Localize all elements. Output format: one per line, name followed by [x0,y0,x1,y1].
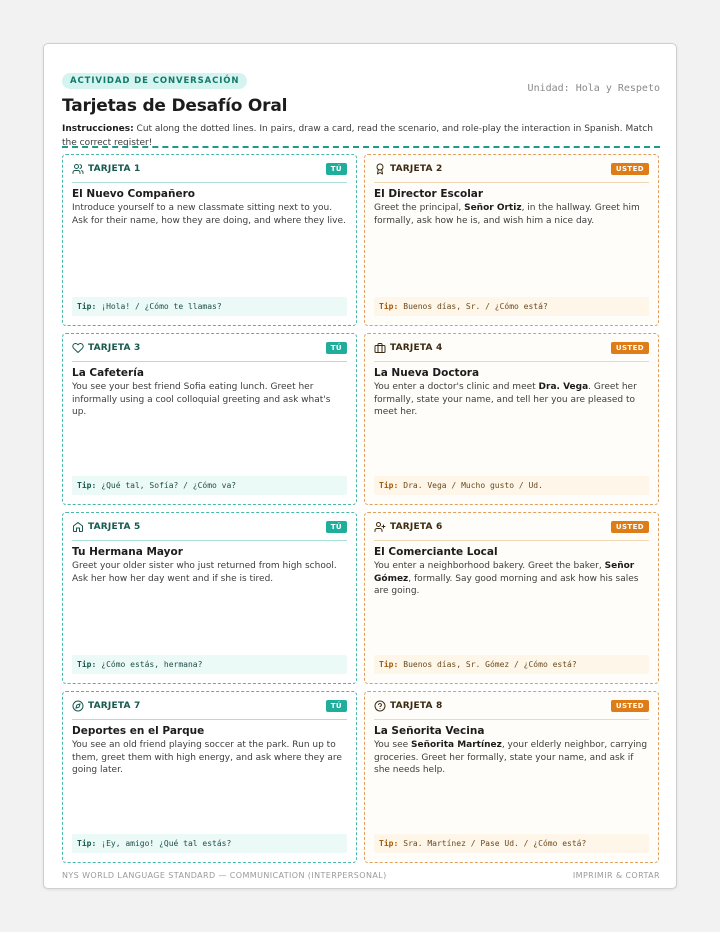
scenario-text: You enter a doctor's clinic and meet [374,382,539,392]
scenario-text: Introduce yourself to a new classmate sitting next to you. Ask for their name, how they are doing, and where they live. [72,203,346,226]
footer-standard: NYS WORLD LANGUAGE STANDARD — COMMUNICATION (INTERPERSONAL) [62,871,387,880]
card-title: El Nuevo Compañero [72,188,195,200]
challenge-card [62,691,357,863]
scenario-text: , in the hallway. Greet him formally, ask how he is, and wish him a nice day. [374,203,640,226]
tip-text: ¡Ey, amigo! ¿Qué tal estás? [101,839,232,848]
tip-label: Tip: [77,660,97,669]
card-header [72,513,347,541]
challenge-card [364,512,659,684]
scenario-text: You see your best friend Sofia eating lunch. Greet her informally using a cool colloquial greeting and ask what's up. [72,382,331,417]
tip-text: ¿Cómo estás, hermana? [101,660,203,669]
cut-line [62,146,660,148]
card-number: TARJETA 1 [88,163,141,174]
card-scenario [374,381,649,419]
card-header [72,334,347,362]
register-badge: USTED [611,521,649,533]
help-circle-icon [374,700,386,712]
card-number: TARJETA 6 [390,521,443,532]
tip-text: ¿Qué tal, Sofía? / ¿Cómo va? [101,481,237,490]
card-tip [374,297,649,316]
tip-label: Tip: [77,839,97,848]
scenario-text: Greet the principal, [374,203,465,213]
scenario-name: Señor Ortiz [464,203,522,213]
card-scenario [72,202,347,227]
challenge-card [364,691,659,863]
card-number: TARJETA 4 [390,342,443,353]
card-scenario [374,560,649,598]
page-title: Tarjetas de Desafío Oral [62,96,288,116]
scenario-text: You see [374,740,411,750]
unit-label: Unidad: Hola y Respeto [527,83,660,94]
register-badge: USTED [611,163,649,175]
challenge-card [62,333,357,505]
tip-text: Dra. Vega / Mucho gusto / Ud. [403,481,543,490]
card-tip [72,655,347,674]
scenario-text: You see an old friend playing soccer at the park. Run up to them, greet them with high energy, and ask where they are going later. [72,740,342,775]
scenario-text: , formally. Say good morning and ask how his sales are going. [374,573,639,596]
register-badge: TÚ [326,163,347,175]
scenario-name: Señor Gómez [374,561,635,584]
tip-label: Tip: [77,481,97,490]
card-tip [72,476,347,495]
register-badge: TÚ [326,342,347,354]
card-title: El Director Escolar [374,188,484,200]
card-header [72,155,347,183]
footer-print: IMPRIMIR & CORTAR [572,871,660,880]
worksheet-header [62,68,660,150]
card-scenario [374,202,649,227]
heart-icon [72,342,84,354]
card-number: TARJETA 8 [390,700,443,711]
activity-pill: ACTIVIDAD DE CONVERSACIÓN [62,73,247,89]
award-icon [374,163,386,175]
register-badge: TÚ [326,521,347,533]
tip-text: Buenos días, Sr. Gómez / ¿Cómo está? [403,660,577,669]
card-tip [374,834,649,853]
tip-label: Tip: [379,839,399,848]
card-number: TARJETA 5 [88,521,141,532]
card-number: TARJETA 3 [88,342,141,353]
card-scenario [72,739,347,777]
briefcase-icon [374,342,386,354]
scenario-text: , your elderly neighbor, carrying groceries. Greet her formally, state your name, and ask if she needs help. [374,740,648,775]
scenario-text: . Greet her formally, state your name, and tell her you are pleased to meet her. [374,382,637,417]
card-tip [72,297,347,316]
card-number: TARJETA 7 [88,700,141,711]
card-tip [374,476,649,495]
tip-text: ¡Hola! / ¿Cómo te llamas? [101,302,222,311]
register-badge: USTED [611,342,649,354]
footer [62,871,660,880]
card-scenario [72,560,347,585]
card-scenario [72,381,347,419]
challenge-card [364,333,659,505]
compass-icon [72,700,84,712]
people-icon [72,163,84,175]
instructions-text: Cut along the dotted lines. In pairs, draw a card, read the scenario, and role-play the interaction in Spanish. Match the correct register! [62,124,653,148]
tip-label: Tip: [77,302,97,311]
card-number: TARJETA 2 [390,163,443,174]
card-title: La Señorita Vecina [374,725,485,737]
card-title: Deportes en el Parque [72,725,205,737]
card-title: Tu Hermana Mayor [72,546,183,558]
card-title: El Comerciante Local [374,546,498,558]
tip-text: Sra. Martínez / Pase Ud. / ¿Cómo está? [403,839,587,848]
home-icon [72,521,84,533]
card-title: La Cafetería [72,367,144,379]
card-header [72,692,347,720]
register-badge: USTED [611,700,649,712]
tip-text: Buenos días, Sr. / ¿Cómo está? [403,302,548,311]
scenario-name: Señorita Martínez [411,740,502,750]
card-tip [374,655,649,674]
card-header [374,513,649,541]
challenge-card [62,154,357,326]
tip-label: Tip: [379,660,399,669]
user-plus-icon [374,521,386,533]
tip-label: Tip: [379,481,399,490]
tip-label: Tip: [379,302,399,311]
card-tip [72,834,347,853]
register-badge: TÚ [326,700,347,712]
scenario-text: Greet your older sister who just returned from high school. Ask her how her day went and if she is tired. [72,561,337,584]
card-header [374,692,649,720]
card-header [374,155,649,183]
card-title: La Nueva Doctora [374,367,480,379]
instructions-label: Instrucciones: [62,124,134,134]
challenge-card [62,512,357,684]
card-header [374,334,649,362]
scenario-text: You enter a neighborhood bakery. Greet the baker, [374,561,605,571]
scenario-name: Dra. Vega [538,382,589,392]
challenge-card [364,154,659,326]
worksheet-page [43,43,677,889]
card-scenario [374,739,649,777]
